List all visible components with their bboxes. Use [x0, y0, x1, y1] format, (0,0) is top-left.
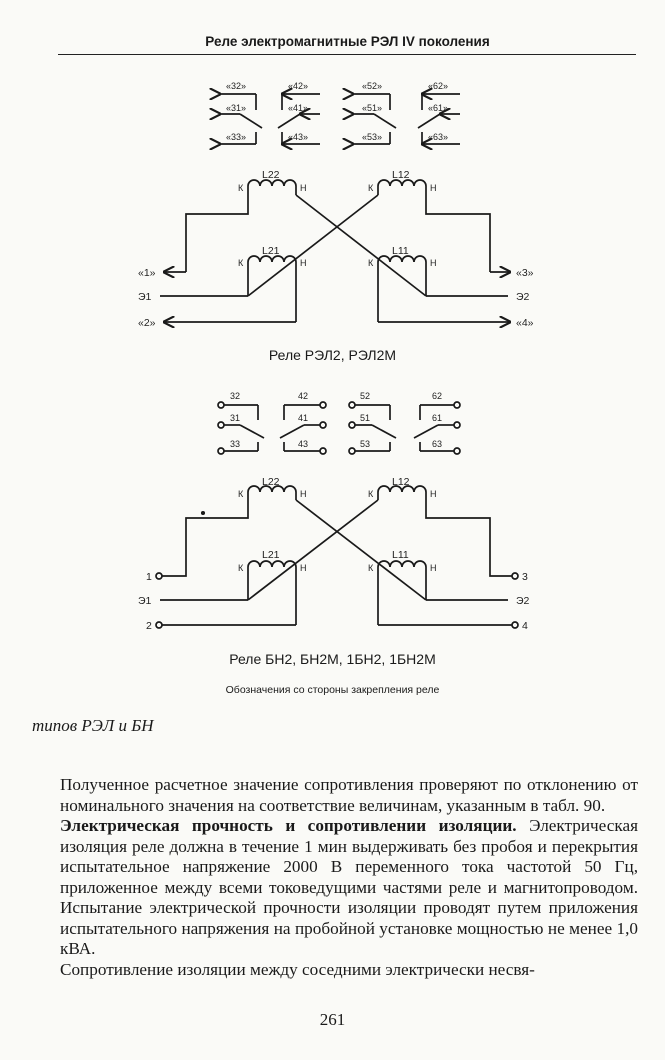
svg-text:Э2: Э2 — [516, 291, 530, 303]
svg-text:«31»: «31» — [226, 103, 247, 113]
svg-text:«63»: «63» — [428, 132, 449, 142]
svg-text:61: 61 — [432, 413, 443, 423]
svg-text:К: К — [368, 489, 374, 499]
svg-text:«2»: «2» — [138, 317, 156, 329]
diagram2-contact-labels — [230, 391, 442, 449]
svg-text:1: 1 — [146, 571, 152, 583]
paragraph-1: Полученное расчетное значение сопротивления проверяют по отклонению от номинального значения на соответствие величинам, указанным в табл. 90. — [60, 775, 638, 815]
svg-text:«4»: «4» — [516, 317, 534, 329]
body-text — [60, 775, 638, 980]
svg-text:«62»: «62» — [428, 81, 449, 91]
svg-text:53: 53 — [360, 439, 371, 449]
svg-text:51: 51 — [360, 413, 371, 423]
svg-text:К: К — [368, 183, 374, 193]
svg-text:L12: L12 — [392, 169, 410, 181]
svg-text:42: 42 — [298, 391, 309, 401]
svg-text:К: К — [368, 258, 374, 268]
diagram1-caption: Реле РЭЛ2, РЭЛ2М — [268, 347, 397, 363]
svg-text:«52»: «52» — [362, 81, 383, 91]
running-header: Реле электромагнитные РЭЛ IV поколения — [205, 34, 490, 49]
svg-text:Э1: Э1 — [138, 595, 152, 607]
svg-text:«53»: «53» — [362, 132, 383, 142]
svg-text:К: К — [238, 258, 244, 268]
svg-text:3: 3 — [522, 571, 528, 583]
diagram2-wiring — [156, 486, 518, 628]
svg-text:Н: Н — [300, 183, 307, 193]
svg-text:«1»: «1» — [138, 267, 156, 279]
svg-text:L22: L22 — [262, 169, 280, 181]
diagram2-contacts — [218, 402, 460, 454]
figure-caption: Обозначения со стороны закрепления реле — [225, 684, 440, 696]
svg-text:L22: L22 — [262, 476, 280, 488]
svg-text:L11: L11 — [392, 245, 409, 257]
svg-text:31: 31 — [230, 413, 241, 423]
svg-text:4: 4 — [522, 620, 528, 632]
svg-text:«51»: «51» — [362, 103, 383, 113]
diagram2-labels — [138, 476, 530, 632]
figure-caption-continued: типов РЭЛ и БН — [32, 716, 154, 735]
svg-text:43: 43 — [298, 439, 309, 449]
svg-text:«43»: «43» — [288, 132, 309, 142]
diagram1-labels — [138, 169, 534, 329]
svg-text:L12: L12 — [392, 476, 410, 488]
diagram1-contacts — [220, 94, 460, 144]
svg-text:Н: Н — [430, 258, 437, 268]
paragraph-2 — [60, 816, 638, 960]
svg-text:«33»: «33» — [226, 132, 247, 142]
svg-text:L21: L21 — [262, 549, 280, 561]
svg-text:«61»: «61» — [428, 103, 449, 113]
svg-text:41: 41 — [298, 413, 309, 423]
svg-text:Э1: Э1 — [138, 291, 152, 303]
diagram1-wiring — [160, 180, 510, 322]
svg-text:«41»: «41» — [288, 103, 309, 113]
paragraph-3: Сопротивление изоляции между соседними электрически несвя- — [60, 959, 535, 979]
svg-text:32: 32 — [230, 391, 241, 401]
diagram2-caption: Реле БН2, БН2М, 1БН2, 1БН2М — [229, 651, 436, 667]
svg-text:К: К — [238, 563, 244, 573]
svg-text:К: К — [238, 183, 244, 193]
svg-text:Н: Н — [300, 258, 307, 268]
svg-text:2: 2 — [146, 620, 152, 632]
svg-text:63: 63 — [432, 439, 443, 449]
page-number: 261 — [319, 1010, 346, 1029]
paragraph-2-text: Электрическая изоляция реле должна в течение 1 мин выдерживать без пробоя и перекрытия испытательное напряжение 2000 В переменного тока частотой 50 Гц, приложенное между всеми токоведущими частями реле и магнитопроводом. Испытание электрической прочности изоляции проводят путем приложения испытательного напряжения на пробойной установке мощностью не менее 1,0 кВА. — [60, 816, 638, 958]
svg-text:К: К — [368, 563, 374, 573]
svg-text:Н: Н — [300, 563, 307, 573]
diagram1-contact-labels — [226, 81, 448, 142]
svg-text:«3»: «3» — [516, 267, 534, 279]
svg-text:L11: L11 — [392, 549, 409, 561]
svg-text:«42»: «42» — [288, 81, 309, 91]
svg-text:L21: L21 — [262, 245, 280, 257]
section-heading: Электрическая прочность и сопротивлении изоляции. — [60, 816, 517, 835]
svg-text:К: К — [238, 489, 244, 499]
svg-text:Н: Н — [430, 489, 437, 499]
svg-text:52: 52 — [360, 391, 371, 401]
svg-text:Н: Н — [300, 489, 307, 499]
svg-text:Н: Н — [430, 563, 437, 573]
svg-text:Э2: Э2 — [516, 595, 530, 607]
svg-text:Н: Н — [430, 183, 437, 193]
svg-text:33: 33 — [230, 439, 241, 449]
svg-text:«32»: «32» — [226, 81, 247, 91]
svg-text:62: 62 — [432, 391, 443, 401]
